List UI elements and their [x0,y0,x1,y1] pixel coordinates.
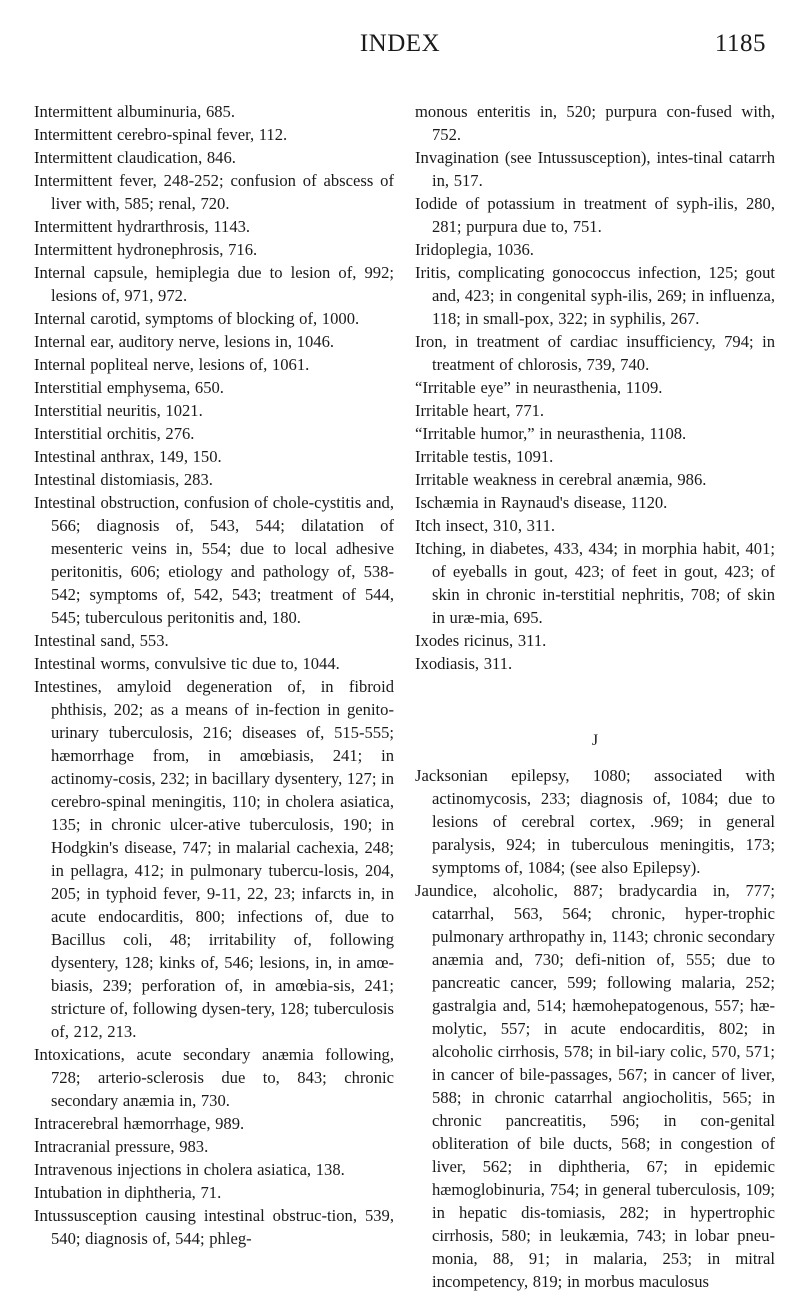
index-entry: Intestinal anthrax, 149, 150. [34,447,222,466]
index-entry: Intracerebral hæmorrhage, 989. [34,1114,245,1133]
index-entry: Internal carotid, symptoms of blocking of, 1000. [34,309,360,328]
index-entry: Jacksonian epilepsy, 1080; associated with actinomycosis, 233; diagnosis of, 1084; due to lesions of cerebral cortex, .969; in general paralysis, 924; in tuberculous meningitis, 173; symptoms of, 1084; (see also Epilepsy). [415,766,775,877]
index-entry: Iodide of potassium in treatment of syph-ilis, 280, 281; purpura due to, 751. [415,194,775,236]
index-entry: Intravenous injections in cholera asiatica, 138. [34,1160,345,1179]
index-entry: Itch insect, 310, 311. [415,516,556,535]
index-entry: Ischæmia in Raynaud's disease, 1120. [415,493,668,512]
index-entry: Irritable weakness in cerebral anæmia, 986. [415,470,707,489]
index-entry: Ixodes ricinus, 311. [415,631,547,650]
index-entry: Intermittent hydrarthrosis, 1143. [34,217,251,236]
index-entry: Iron, in treatment of cardiac insufficiency, 794; in treatment of chlorosis, 739, 740. [415,332,775,374]
index-entry: Interstitial orchitis, 276. [34,424,195,443]
index-entry: Irritable testis, 1091. [415,447,554,466]
index-entry: Intoxications, acute secondary anæmia following, 728; arterio-sclerosis due to, 843; chronic secondary anæmia in, 730. [34,1045,394,1110]
page-header [0,30,800,70]
index-entry: Invagination (see Intussusception), intes-tinal catarrh in, 517. [415,148,775,190]
index-entry: Ixodiasis, 311. [415,654,513,673]
index-entry: Intubation in diphtheria, 71. [34,1183,222,1202]
index-entry: Jaundice, alcoholic, 887; bradycardia in, 777; catarrhal, 563, 564; chronic, hyper-trophic pulmonary arthropathy in, 1143; chronic secondary anæmia and, 730; defi-nition of, 555; due to pancreatic cancer, 599; following malaria, 252; gastralgia and, 514; hæmohepatogenous, 557; hæ-molytic, 557; in acute endocarditis, 802; in alcoholic cirrhosis, 578; in bil-iary colic, 570, 571; in cancer of bile-passages, 567; in cancer of liver, 588; in chronic catarrhal angiocholitis, 565; in chronic pancreatitis, 596; in con-genital obliteration of bile ducts, 568; in congestion of liver, 562; in diphtheria, 67; in epidemic hæmoglobinuria, 754; in general tuberculosis, 109; in hepatic dis-tomiasis, 282; in hypertrophic cirrhosis, 580; in leukæmia, 743; in lobar pneu-monia, 88, 91; in malaria, 253; in mitral incompetency, 819; in morbus maculosus [415,881,775,1291]
index-entry: monous enteritis in, 520; purpura con-fused with, 752. [415,102,775,144]
index-entry: Intermittent claudication, 846. [34,148,236,167]
index-entry: Internal ear, auditory nerve, lesions in, 1046. [34,332,335,351]
j-entries [415,764,775,1293]
index-entry: Intracranial pressure, 983. [34,1137,209,1156]
index-entry: Interstitial emphysema, 650. [34,378,224,397]
index-entry: Itching, in diabetes, 433, 434; in morphia habit, 401; of eyeballs in gout, 423; of feet in gout, 423; of skin in chronic in-terstitial nephritis, 708; of skin in uræ-mia, 695. [415,539,775,627]
i-entries-continued [415,100,775,675]
index-entry: Iridoplegia, 1036. [415,240,534,259]
index-entry: Internal popliteal nerve, lesions of, 1061. [34,355,310,374]
index-entry: Interstitial neuritis, 1021. [34,401,203,420]
left-column [34,100,394,1250]
page-number: 1185 [714,30,766,57]
index-entry: Intestinal sand, 553. [34,631,169,650]
index-entry: Intermittent fever, 248-252; confusion of abscess of liver with, 585; renal, 720. [34,171,394,213]
index-entry: “Irritable humor,” in neurasthenia, 1108. [415,424,687,443]
index-entry: Intermittent albuminuria, 685. [34,102,236,121]
index-entry: Iritis, complicating gonococcus infection, 125; gout and, 423; in congenital syph-ilis, 269; in influenza, 118; in small-pox, 322; in syphilis, 267. [415,263,775,328]
page-title: INDEX [359,30,441,57]
right-column [415,100,775,1293]
index-entry: Intestinal distomiasis, 283. [34,470,213,489]
index-entry: Intestinal obstruction, confusion of chole-cystitis and, 566; diagnosis of, 543, 544; dilatation of mesenteric veins in, 554; due to local adhesive peritonitis, 606; etiology and pathology of, 538-542; symptoms of, 542, 543; treatment of 544, 545; tuberculous peritonitis and, 180. [34,493,394,627]
index-entry: Intermittent hydronephrosis, 716. [34,240,258,259]
index-entry: Irritable heart, 771. [415,401,545,420]
index-entry: “Irritable eye” in neurasthenia, 1109. [415,378,663,397]
index-entry: Intestines, amyloid degeneration of, in fibroid phthisis, 202; as a means of in-fection in genito-urinary tuberculosis, 216; diseases of, 515-555; hæmorrhage from, in amœbiasis, 241; in actinomy-cosis, 232; in bacillary dysentery, 127; in cerebro-spinal meningitis, 110; in cholera asiatica, 135; in chronic ulcer-ative tuberculosis, 190; in Hodgkin's disease, 747; in malarial cachexia, 248; in pellagra, 412; in pulmonary tubercu-losis, 204, 205; in typhoid fever, 9-11, 22, 23; infarcts in, in acute endocarditis, 800; infections of, due to Bacillus coli, 48; irritability of, following dysentery, 128; kinks of, 546; lesions, in, in amœ-biasis, 239; perforation of, in amœbia-sis, 241; stricture of, following dysen-tery, 128; tuberculosis of, 212, 213. [34,677,394,1041]
index-entry: Intermittent cerebro-spinal fever, 112. [34,125,288,144]
index-entry: Intestinal worms, convulsive tic due to, 1044. [34,654,340,673]
index-entry: Internal capsule, hemiplegia due to lesion of, 992; lesions of, 971, 972. [34,263,394,305]
section-letter-j: J [591,732,599,749]
index-entry: Intussusception causing intestinal obstruc-tion, 539, 540; diagnosis of, 544; phleg- [34,1206,394,1248]
